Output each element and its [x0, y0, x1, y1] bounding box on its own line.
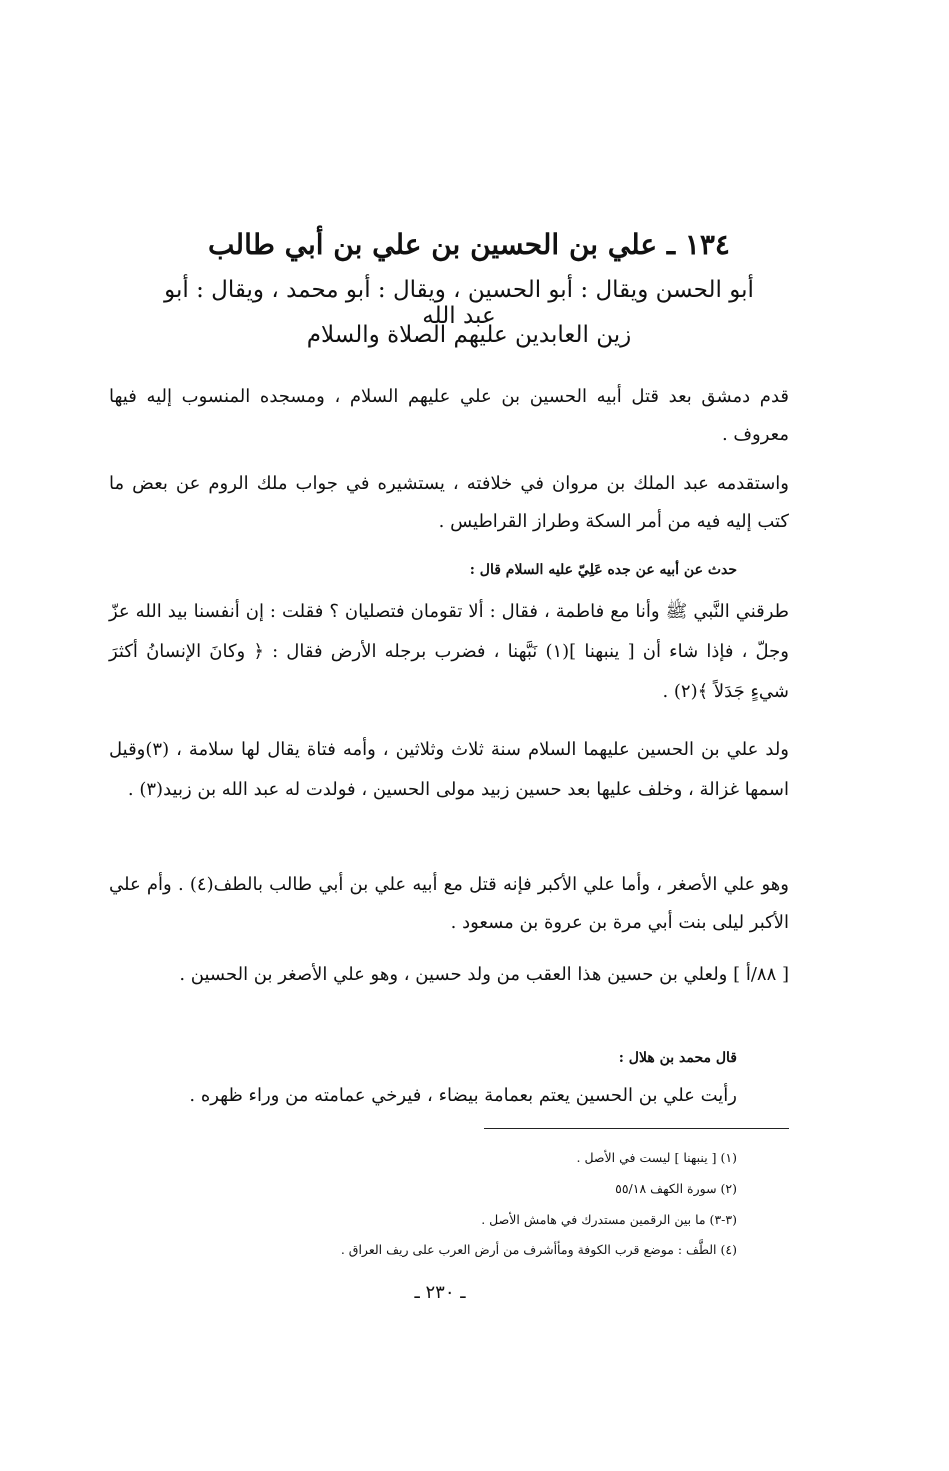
- paragraph-lineage: وهو علي الأصغر ، وأما علي الأكبر فإنه قتل مع أبيه علي بن أبي طالب بالطف(٤) . وأم علي الأكبر ليلى بنت أبي مرة بن عروة بن مسعود .: [109, 874, 789, 933]
- paragraph-birth: ولد علي بن الحسين عليهما السلام سنة ثلاث وثلاثين ، وأمه فتاة يقال لها سلامة ، (٣)وقيل اسمها غزالة ، وخلف عليها بعد حسين زبيد مولى الحسين ، فولدت له عبد الله بن زبيد(٣) .: [109, 739, 789, 800]
- footnote-1: (١) [ ينبهنا ] ليست في الأصل .: [576, 1150, 737, 1165]
- entry-kunya-line: أبو الحسن ويقال : أبو الحسين ، ويقال : أبو محمد ، ويقال : أبو عبد الله: [164, 277, 754, 329]
- paragraph-descendants: [ ٨٨/أ ] ولعلي بن حسين هذا العقب من ولد حسين ، وهو علي الأصغر بن الحسين .: [179, 964, 789, 985]
- narrator-line: قال محمد بن هلال :: [618, 1050, 737, 1066]
- footnote-3: (٣-٣) ما بين الرقمين مستدرك في هامش الأصل .: [481, 1212, 737, 1227]
- footnote-2: (٢) سورة الكهف ٥٥/١٨: [615, 1181, 737, 1196]
- page-number: ـ ٢٣٠ ـ: [414, 1282, 466, 1303]
- entry-title: ١٣٤ ـ علي بن الحسين بن علي بن أبي طالب: [208, 228, 730, 261]
- footnote-4: (٤) الطَّف : موضع قرب الكوفة ومأأشرف من أرض العرب على ريف العراق .: [340, 1242, 737, 1257]
- footnote-divider: [484, 1128, 789, 1129]
- paragraph-turban: رأيت علي بن الحسين يعتم بعمامة بيضاء ، فيرخي عمامته من وراء ظهره .: [189, 1085, 737, 1106]
- hadith-chain: حدث عن أبيه عن جده عَلِيّ عليه السلام قال :: [469, 562, 737, 578]
- paragraph-arrival: قدم دمشق بعد قتل أبيه الحسين بن علي عليهم السلام ، ومسجده المنسوب إليه فيها معروف .: [109, 386, 789, 445]
- paragraph-consultation: واستقدمه عبد الملك بن مروان في خلافته ، يستشيره في جواب ملك الروم عن بعض ما كتب إليه فيه من أمر السكة وطراز القراطيس .: [109, 473, 789, 532]
- entry-laqab-line: زين العابدين عليهم الصلاة والسلام: [306, 322, 632, 348]
- paragraph-hadith: طرقني النَّبي ﷺ وأنا مع فاطمة ، فقال : ألا تقومان فتصليان ؟ فقلت : إن أنفسنا بيد الله عزّ وجلّ ، فإذا شاء أن [ ينبهنا ](١) نَبَّهنا ، فضرب برجله الأرض فقال : ﴿ وكانَ الإنسانُ أكثرَ شيءٍ جَدَلاً ﴾(٢) .: [109, 601, 789, 702]
